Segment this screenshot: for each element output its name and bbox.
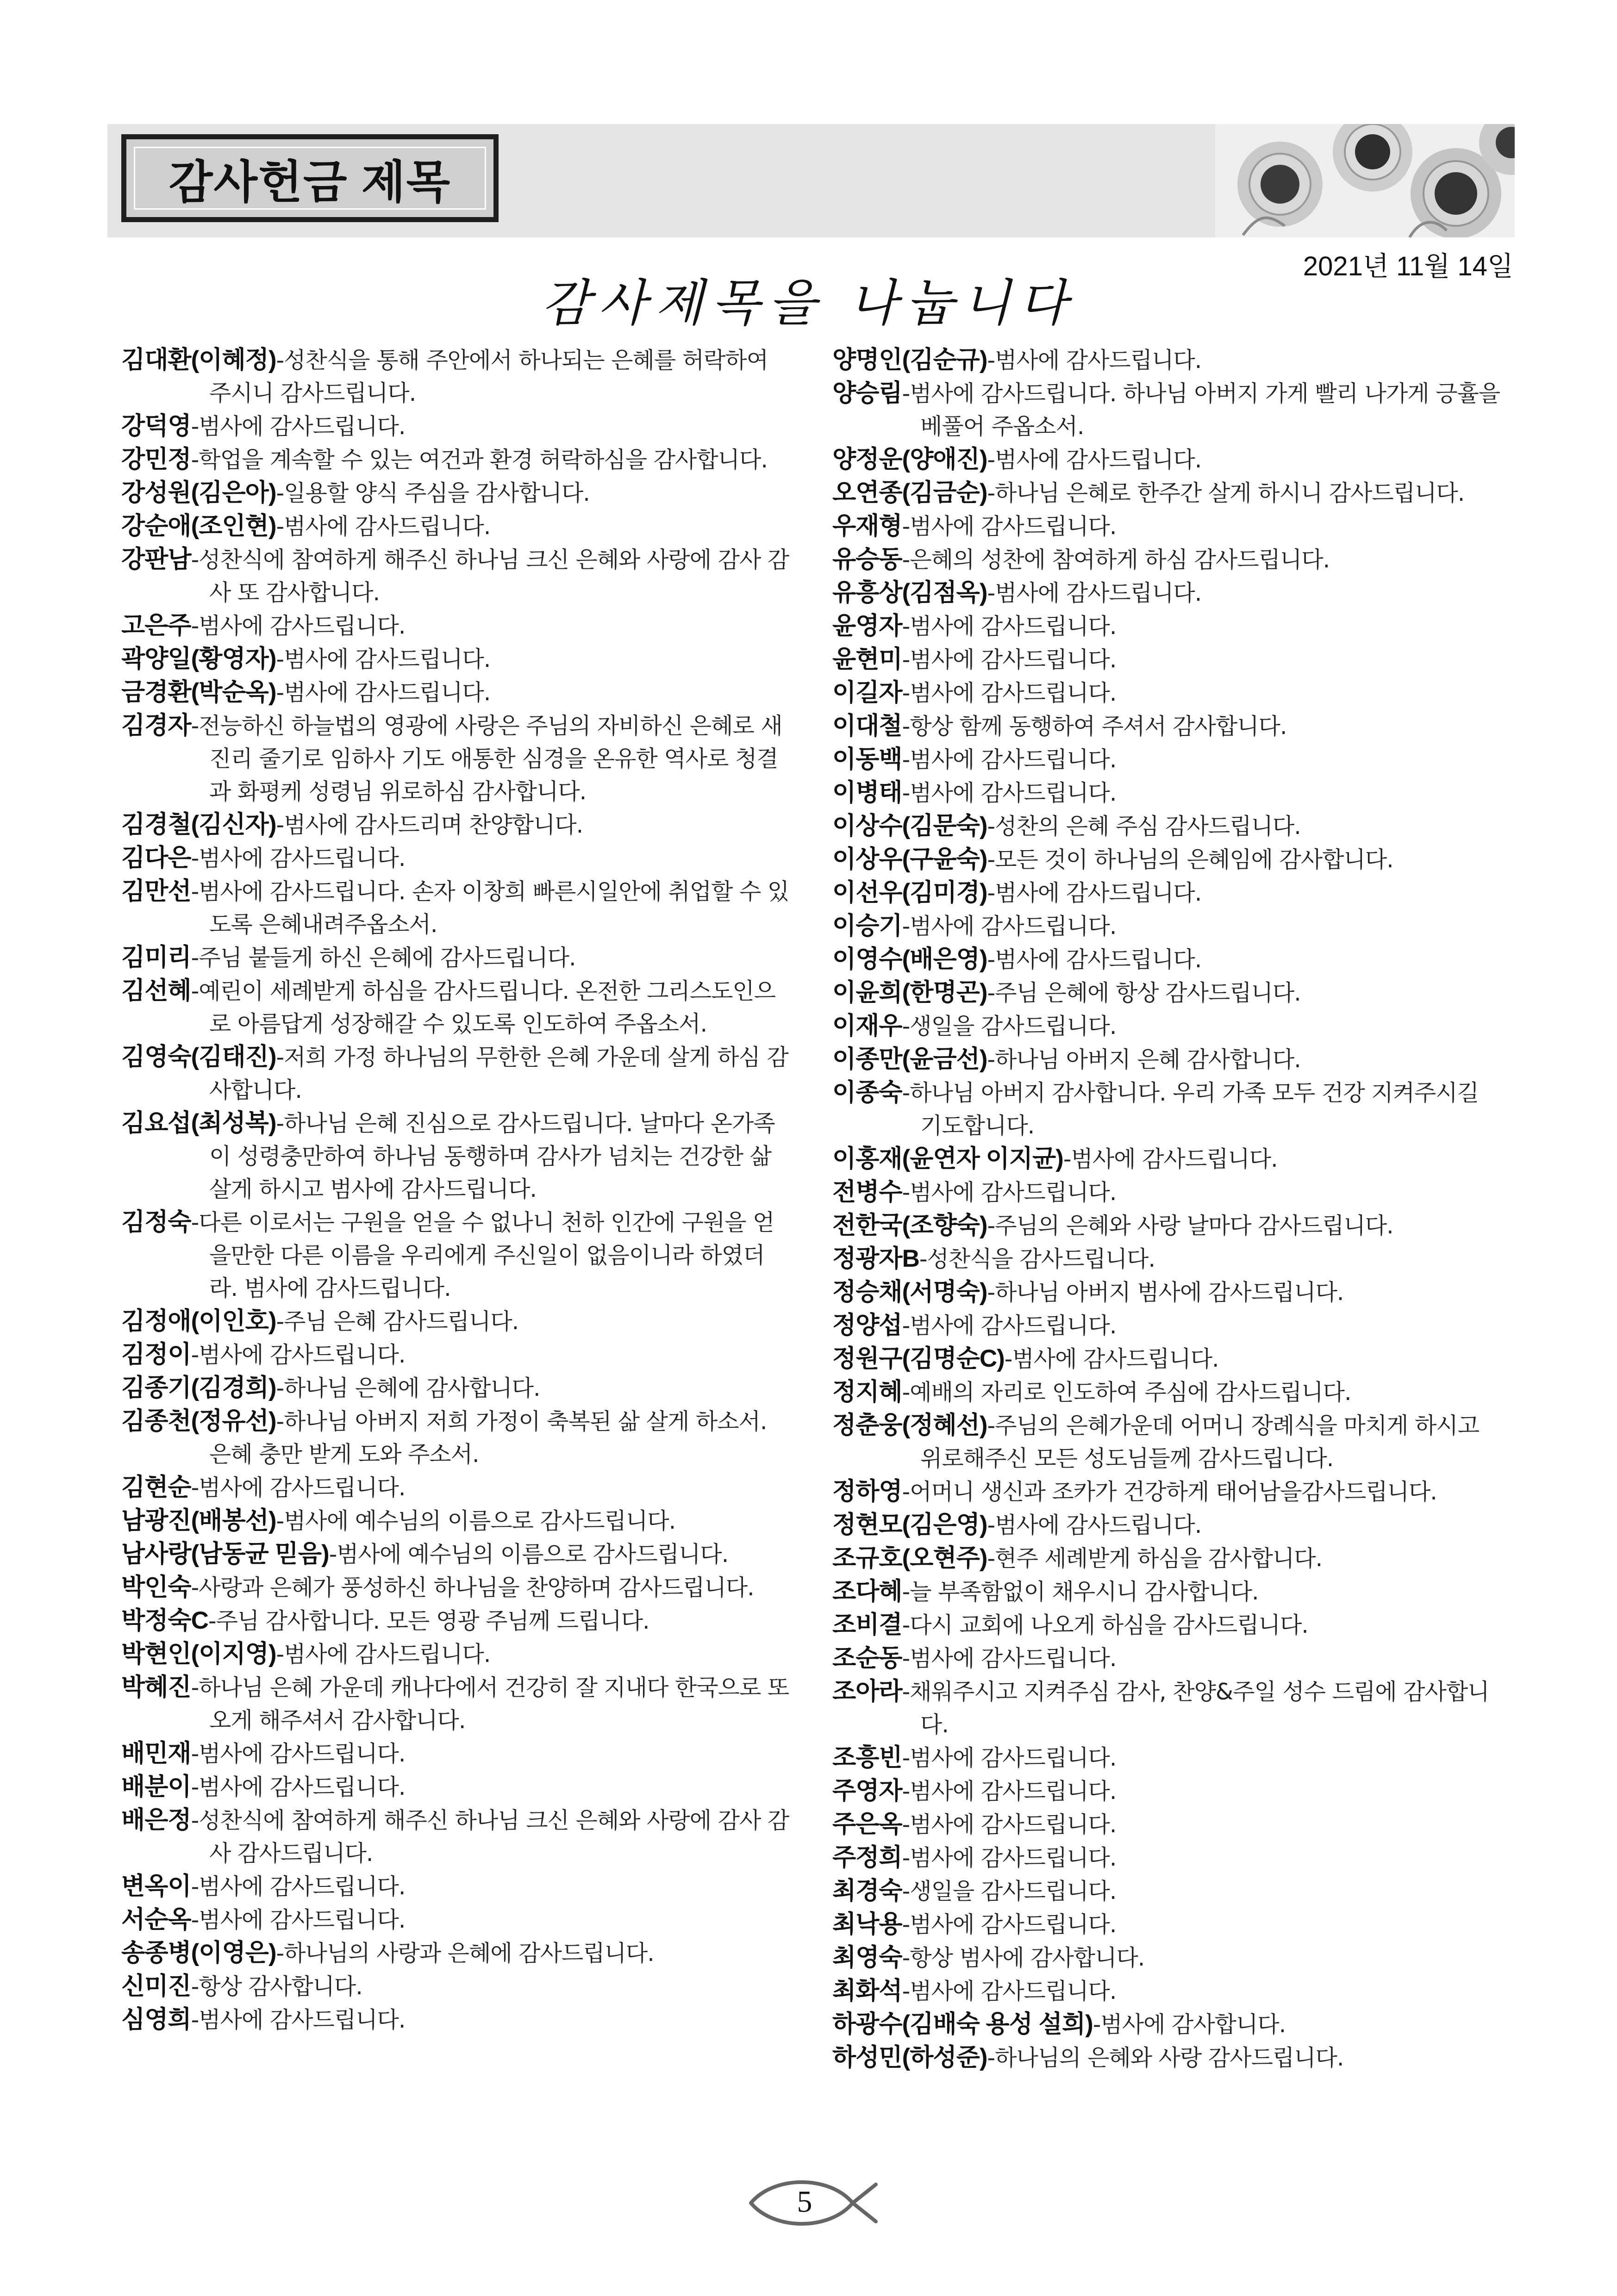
list-item	[121, 1936, 793, 1970]
thanks-message: -범사에 감사드립니다.	[902, 1645, 1117, 1672]
list-item	[121, 1737, 793, 1770]
thanks-message: -범사에 감사드립니다.	[987, 880, 1202, 906]
list-item	[832, 1908, 1504, 1941]
donor-name: 유흥상(김점옥)	[832, 579, 987, 606]
list-item	[121, 609, 793, 642]
donor-name: 최낙용	[832, 1910, 902, 1938]
thanks-message: -범사에 감사드립니다.	[191, 1774, 406, 1800]
donor-name: 정양섭	[832, 1312, 902, 1339]
list-item	[832, 809, 1504, 843]
page-title-box	[121, 134, 499, 222]
donor-name: 이대철	[832, 712, 902, 740]
page-title: 감사헌금 제목	[169, 156, 451, 207]
thanks-message: -범사에 감사드리며 찬양합니다.	[276, 812, 583, 838]
list-item	[121, 1471, 793, 1504]
list-item	[832, 1242, 1504, 1276]
donor-name: 김정숙	[121, 1208, 191, 1236]
issue-date: 2021년 11월 14일	[1303, 251, 1513, 281]
donor-name: 남광진(배봉선)	[121, 1507, 276, 1534]
thanks-message: -범사에 감사드립니다.	[987, 447, 1202, 473]
list-item	[832, 2041, 1504, 2074]
donor-name: 조아라	[832, 1678, 902, 1705]
thanks-message: -범사에 감사드립니다.	[902, 1179, 1117, 1206]
list-item	[121, 1537, 793, 1571]
thanks-message: -일용할 양식 주심을 감사합니다.	[276, 480, 590, 506]
thanks-message: -하나님 은혜에 감사합니다.	[276, 1375, 540, 1401]
donor-name: 이홍재(윤연자 이지균)	[832, 1145, 1063, 1172]
list-item	[121, 974, 793, 1040]
thanks-message: -전능하신 하늘법의 영광에 사랑은 주님의 자비하신 은혜로 새 진리 줄기로 임하사 기도 애통한 심경을 온유한 역사로 청결과 화평케 성령님 위로하심 감사합니다.	[191, 713, 782, 805]
page-number: 5	[797, 2185, 812, 2219]
thanks-message: -범사에 감사드립니다.	[191, 1475, 406, 1501]
thanks-message: -범사에 감사드립니다. 손자 이창희 빠른시일안에 취업할 수 있도록 은혜내려주옵소서.	[191, 878, 789, 938]
list-item	[832, 610, 1504, 643]
list-item	[832, 1508, 1504, 1542]
donor-name: 정광자B	[832, 1245, 919, 1272]
thanks-message: -하나님 아버지 범사에 감사드립니다.	[987, 1279, 1344, 1306]
thanks-message: -범사에 감사드립니다.	[1063, 1146, 1278, 1172]
donor-name: 강순애(조인현)	[121, 512, 276, 540]
list-item	[121, 808, 793, 841]
donor-name: 정승채(서명숙)	[832, 1278, 987, 1306]
donor-name: 조다혜	[832, 1578, 902, 1605]
list-item	[832, 1841, 1504, 1874]
thanks-message: -어머니 생신과 조카가 건강하게 태어남을감사드립니다.	[902, 1479, 1437, 1505]
thanks-message: -성찬의 은혜 주심 감사드립니다.	[987, 813, 1301, 840]
donor-name: 송종병(이영은)	[121, 1939, 276, 1966]
donor-name: 이영수(배은영)	[832, 946, 987, 973]
donor-name: 이동백	[832, 746, 902, 773]
list-item	[121, 1604, 793, 1637]
donor-name: 배민재	[121, 1740, 191, 1767]
list-item	[832, 1675, 1504, 1741]
list-item	[832, 1076, 1504, 1142]
thanks-message: -범사에 감사드립니다.	[276, 513, 491, 540]
donor-name: 하성민(하성준)	[832, 2044, 987, 2071]
donor-name: 김경자	[121, 712, 191, 739]
left-column	[121, 343, 793, 2036]
list-item	[121, 1371, 793, 1405]
donor-name: 김다은	[121, 844, 191, 871]
thanks-message: -범사에 감사드립니다.	[902, 1911, 1117, 1938]
donor-name: 이길자	[832, 679, 902, 706]
thanks-message: -다시 교회에 나오게 하심을 감사드립니다.	[902, 1612, 1308, 1638]
thanks-message: -성찬식에 참여하게 해주신 하나님 크신 은혜와 사랑에 감사 감사 감사드립니다.	[191, 1807, 789, 1867]
thanks-message: -범사에 감사드립니다.	[902, 1811, 1117, 1838]
thanks-message: -범사에 감사드립니다.	[902, 1778, 1117, 1804]
list-item	[121, 1305, 793, 1338]
list-item	[832, 576, 1504, 610]
donor-name: 최화석	[832, 1977, 902, 2004]
list-item	[121, 1970, 793, 2003]
list-item	[121, 1770, 793, 1804]
sunflower-left	[1237, 142, 1323, 227]
thanks-message: -예린이 세례받게 하심을 감사드립니다. 온전한 그리스도인으로 아름답게 성장해갈 수 있도록 인도하여 주옵소서.	[191, 978, 776, 1037]
thanks-message: -범사에 감사드립니다.	[276, 1641, 491, 1668]
donor-name: 양정운(양애진)	[832, 446, 987, 473]
thanks-message: -주님의 은혜가운데 어머니 장례식을 마치게 하시고 위로해주신 모든 성도님들께 감사드립니다.	[920, 1412, 1480, 1472]
list-item	[832, 377, 1504, 443]
thanks-message: -항상 함께 동행하여 주셔서 감사합니다.	[902, 713, 1287, 740]
thanks-message: -채워주시고 지켜주심 감사, 찬양&주일 성수 드림에 감사합니다.	[902, 1679, 1489, 1738]
list-item	[832, 643, 1504, 676]
thanks-message: -성찬식에 참여하게 해주신 하나님 크신 은혜와 사랑에 감사 감사 또 감사합니다.	[191, 547, 789, 606]
thanks-message: -범사에 감사드립니다.	[191, 1342, 406, 1368]
list-item	[832, 443, 1504, 476]
thanks-message: -범사에 감사드립니다.	[902, 747, 1117, 773]
list-item	[121, 1206, 793, 1305]
thanks-message: -범사에 예수님의 이름으로 감사드립니다.	[329, 1541, 729, 1568]
donor-name: 주영자	[832, 1777, 902, 1804]
thanks-message: -범사에 감사드립니다.	[191, 413, 406, 440]
thanks-message: -범사에 감사드립니다.	[902, 1745, 1117, 1771]
donor-name: 이재우	[832, 1012, 902, 1039]
list-item	[832, 876, 1504, 909]
list-item	[832, 1342, 1504, 1375]
donor-name: 정춘웅(정혜선)	[832, 1412, 987, 1439]
donor-name: 박혜진	[121, 1674, 191, 1701]
list-item	[121, 1504, 793, 1537]
donor-name: 김종기(김경희)	[121, 1374, 276, 1401]
list-item	[832, 1808, 1504, 1841]
thanks-message: -하나님 은혜 진심으로 감사드립니다. 날마다 온가족이 성령충만하여 하나님 동행하며 감사가 넘치는 건강한 삶 살게 하시고 범사에 감사드립니다.	[209, 1110, 775, 1202]
thanks-message: -하나님 아버지 은혜 감사합니다.	[987, 1046, 1301, 1073]
list-item	[832, 1043, 1504, 1076]
list-item	[121, 841, 793, 875]
list-item	[121, 476, 793, 510]
list-item	[832, 510, 1504, 543]
list-item	[121, 510, 793, 543]
donor-name: 이윤희(한명곤)	[832, 979, 987, 1006]
donor-name: 전한국(조향숙)	[832, 1212, 987, 1239]
list-item	[832, 1375, 1504, 1409]
thanks-message: -예배의 자리로 인도하여 주심에 감사드립니다.	[902, 1379, 1351, 1406]
list-item	[121, 1405, 793, 1471]
donor-name: 금경환(박순옥)	[121, 678, 276, 706]
donor-name: 이병태	[832, 779, 902, 806]
sunflower-illustration	[1215, 124, 1515, 237]
list-item	[121, 1637, 793, 1671]
list-item	[832, 743, 1504, 776]
donor-name: 조순동	[832, 1644, 902, 1672]
list-item	[832, 2008, 1504, 2041]
list-item	[121, 709, 793, 808]
donor-name: 이종숙	[832, 1079, 902, 1106]
list-item	[121, 1671, 793, 1737]
thanks-message: -범사에 감사드립니다.	[987, 1512, 1202, 1538]
donor-name: 윤영자	[832, 612, 902, 640]
thanks-message: -성찬식을 통해 주안에서 하나되는 은혜를 허락하여 주시니 감사드립니다.	[209, 347, 768, 406]
thanks-message: -하나님 아버지 저희 가정이 축복된 삶 살게 하소서. 은혜 충만 받게 도와 주소서.	[209, 1408, 767, 1468]
thanks-message: -범사에 예수님의 이름으로 감사드립니다.	[276, 1508, 676, 1534]
donor-name: 배은정	[121, 1806, 191, 1834]
thanks-message: -범사에 감사드립니다.	[987, 580, 1202, 606]
thanks-message: -범사에 감사드립니다.	[902, 1313, 1117, 1339]
donor-name: 변옥이	[121, 1873, 191, 1900]
thanks-message: -범사에 감사드립니다.	[902, 913, 1117, 940]
donor-name: 김만선	[121, 877, 191, 905]
thanks-message: -범사에 감사드립니다.	[902, 1845, 1117, 1871]
thanks-message: -범사에 감사드립니다.	[191, 1741, 406, 1767]
thanks-message: -학업을 계속할 수 있는 여건과 환경 허락하심을 감사합니다.	[191, 447, 768, 473]
list-item	[121, 1338, 793, 1371]
donor-name: 김미리	[121, 944, 191, 971]
sunflower-center	[1333, 124, 1412, 192]
donor-name: 배분이	[121, 1773, 191, 1800]
donor-name: 심영희	[121, 2006, 191, 2033]
list-item	[832, 1176, 1504, 1209]
thanks-message: -범사에 감사합니다.	[1093, 2011, 1286, 2038]
thanks-message: -범사에 감사드립니다.	[191, 2007, 406, 2033]
list-item	[121, 1903, 793, 1936]
donor-name: 박정숙C	[121, 1607, 208, 1634]
thanks-message: -하나님의 은혜와 사랑 감사드립니다.	[987, 2045, 1344, 2071]
donor-name: 이선우(김미경)	[832, 879, 987, 906]
thanks-message: -하나님 아버지 감사합니다. 우리 가족 모두 건강 지켜주시길 기도합니다.	[902, 1080, 1479, 1139]
thanks-message: -성찬식을 감사드립니다.	[919, 1246, 1155, 1272]
list-item	[121, 343, 793, 410]
donor-name: 남사랑(남동균 믿음)	[121, 1540, 329, 1568]
list-item	[832, 976, 1504, 1009]
donor-name: 유승동	[832, 546, 902, 573]
thanks-message: -주님 은혜 감사드립니다.	[276, 1308, 519, 1335]
thanks-message: -주님 감사합니다. 모든 영광 주님께 드립니다.	[208, 1608, 649, 1634]
list-item	[832, 843, 1504, 876]
donor-name: 박현인(이지영)	[121, 1640, 276, 1668]
thanks-message: -범사에 감사드립니다.	[987, 347, 1202, 373]
list-item	[121, 1870, 793, 1903]
thanks-message: -범사에 감사드립니다.	[1004, 1346, 1219, 1372]
list-item	[832, 1276, 1504, 1309]
section-subtitle: 감사제목을 나눕니다	[541, 274, 1076, 332]
list-item	[832, 1974, 1504, 2008]
thanks-message: -범사에 감사드립니다.	[191, 613, 406, 639]
list-item	[832, 1941, 1504, 1974]
list-item	[832, 476, 1504, 510]
donor-name: 강덕영	[121, 412, 191, 440]
thanks-message: -주님 은혜에 항상 감사드립니다.	[987, 980, 1301, 1006]
list-item	[121, 1040, 793, 1107]
thanks-message: -주님 붙들게 하신 은혜에 감사드립니다.	[191, 945, 576, 971]
list-item	[832, 1142, 1504, 1176]
list-item	[121, 410, 793, 443]
list-item	[832, 1409, 1504, 1475]
list-item	[832, 1642, 1504, 1675]
right-column	[832, 343, 1504, 2074]
thanks-message: -생일을 감사드립니다.	[902, 1013, 1117, 1039]
donor-name: 조흥빈	[832, 1744, 902, 1771]
thanks-message: -현주 세례받게 하심을 감사합니다.	[987, 1545, 1323, 1572]
thanks-message: -범사에 감사드립니다.	[191, 1873, 406, 1900]
donor-name: 최경숙	[832, 1877, 902, 1904]
thanks-message: -다른 이로서는 구원을 얻을 수 없나니 천하 인간에 구원을 얻을만한 다른 이름을 우리에게 주신일이 없음이니라 하였더라. 범사에 감사드립니다.	[191, 1209, 774, 1301]
thanks-message: -범사에 감사드립니다.	[902, 1978, 1117, 2004]
thanks-message: -하나님의 사랑과 은혜에 감사드립니다.	[276, 1940, 654, 1966]
list-item	[121, 1804, 793, 1870]
list-item	[832, 1009, 1504, 1043]
thanks-message: -모든 것이 하나님의 은혜임에 감사합니다.	[987, 846, 1393, 873]
list-item	[832, 543, 1504, 576]
list-item	[832, 776, 1504, 809]
donor-name: 서순옥	[121, 1906, 191, 1933]
donor-name: 김경철(김신자)	[121, 811, 276, 838]
thanks-message: -하나님 은혜 가운데 캐나다에서 건강히 잘 지내다 한국으로 또 오게 해주셔서 감사합니다.	[191, 1674, 789, 1734]
thanks-message: -생일을 감사드립니다.	[902, 1878, 1117, 1904]
thanks-message: -범사에 감사드립니다.	[987, 946, 1202, 973]
thanks-message: -범사에 감사드립니다.	[902, 647, 1117, 673]
donor-name: 강성원(김은아)	[121, 479, 276, 506]
donor-name: 강판남	[121, 546, 191, 573]
donor-name: 양승림	[832, 380, 902, 407]
list-item	[832, 1309, 1504, 1342]
donor-name: 이종만(윤금선)	[832, 1045, 987, 1073]
donor-name: 우재형	[832, 512, 902, 540]
donor-name: 김종천(정유선)	[121, 1407, 276, 1435]
thanks-message: -범사에 감사드립니다.	[902, 780, 1117, 806]
donor-name: 하광수(김배숙 용성 설희)	[832, 2010, 1093, 2038]
donor-name: 김정애(이인호)	[121, 1307, 276, 1335]
donor-name: 정현모(김은영)	[832, 1511, 987, 1538]
page-footer	[737, 2171, 880, 2231]
thanks-message: -은혜의 성찬에 참여하게 하심 감사드립니다.	[902, 547, 1330, 573]
thanks-message: -사랑과 은혜가 풍성하신 하나님을 찬양하며 감사드립니다.	[191, 1574, 754, 1601]
list-item	[832, 1475, 1504, 1508]
thanks-message: -하나님 은혜로 한주간 살게 하시니 감사드립니다.	[987, 480, 1465, 506]
thanks-message: -주님의 은혜와 사랑 날마다 감사드립니다.	[987, 1213, 1393, 1239]
list-item	[121, 543, 793, 609]
donor-name: 김대환(이혜정)	[121, 346, 276, 373]
thanks-message: -범사에 감사드립니다.	[276, 679, 491, 706]
list-item	[832, 909, 1504, 943]
list-item	[832, 1542, 1504, 1575]
donor-name: 이상우(구윤숙)	[832, 846, 987, 873]
list-item	[832, 1209, 1504, 1242]
thanks-message: -범사에 감사드립니다.	[191, 845, 406, 871]
donor-name: 정지혜	[832, 1378, 902, 1406]
sunflower-image	[1215, 124, 1515, 237]
donor-name: 주정희	[832, 1844, 902, 1871]
list-item	[832, 943, 1504, 976]
donor-name: 고은주	[121, 612, 191, 639]
donor-name: 김정이	[121, 1341, 191, 1368]
donor-name: 최영숙	[832, 1944, 902, 1971]
donor-name: 조비결	[832, 1611, 902, 1638]
donor-name: 윤현미	[832, 646, 902, 673]
donor-name: 강민정	[121, 446, 191, 473]
thanks-message: -범사에 감사드립니다. 하나님 아버지 가게 빨리 나가게 긍휼을 베풀어 주옵소서.	[902, 380, 1500, 440]
donor-name: 신미진	[121, 1972, 191, 2000]
donor-name: 주은옥	[832, 1811, 902, 1838]
thanks-message: -항상 범사에 감사합니다.	[902, 1945, 1145, 1971]
thanks-message: -저희 가정 하나님의 무한한 은혜 가운데 살게 하심 감사합니다.	[209, 1044, 788, 1103]
donor-name: 김영숙(김태진)	[121, 1043, 276, 1070]
thanks-message: -범사에 감사드립니다.	[902, 680, 1117, 706]
list-item	[832, 1874, 1504, 1908]
list-item	[832, 1741, 1504, 1774]
thanks-message: -범사에 감사드립니다.	[902, 613, 1117, 640]
list-item	[121, 941, 793, 974]
list-item	[121, 676, 793, 709]
list-item	[832, 1774, 1504, 1808]
thanks-message: -범사에 감사드립니다.	[191, 1907, 406, 1933]
list-item	[121, 642, 793, 676]
donor-name: 김요섭(최성복)	[121, 1109, 276, 1137]
list-item	[121, 1571, 793, 1604]
thanks-message: -범사에 감사드립니다.	[902, 513, 1117, 540]
list-item	[121, 1107, 793, 1206]
donor-name: 정원구(김명순C)	[832, 1345, 1005, 1372]
donor-name: 김현순	[121, 1474, 191, 1501]
donor-name: 이상수(김문숙)	[832, 812, 987, 840]
donor-name: 양명인(김순규)	[832, 346, 987, 373]
donor-name: 조규호(오현주)	[832, 1544, 987, 1572]
donor-name: 김선혜	[121, 977, 191, 1004]
donor-name: 전병수	[832, 1178, 902, 1206]
donor-name: 정하영	[832, 1478, 902, 1505]
list-item	[832, 1608, 1504, 1642]
list-item	[121, 875, 793, 941]
donor-name: 이승기	[832, 912, 902, 940]
list-item	[832, 343, 1504, 377]
donor-name: 박인숙	[121, 1574, 191, 1601]
thanks-message: -항상 감사합니다.	[191, 1973, 362, 2000]
list-item	[832, 709, 1504, 743]
donor-name: 곽양일(황영자)	[121, 645, 276, 672]
thanks-message: -늘 부족함없이 채우시니 감사합니다.	[902, 1579, 1259, 1605]
list-item	[832, 676, 1504, 709]
list-item	[121, 443, 793, 476]
list-item	[121, 2003, 793, 2036]
thanks-message: -범사에 감사드립니다.	[276, 646, 491, 672]
list-item	[832, 1575, 1504, 1608]
donor-name: 오연종(김금순)	[832, 479, 987, 506]
